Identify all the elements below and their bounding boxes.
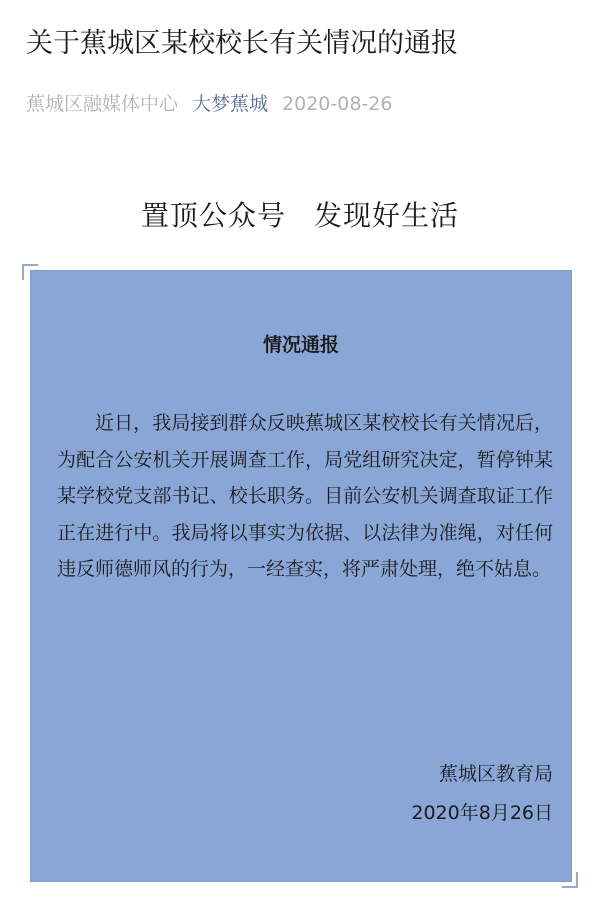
slogan-banner [0, 196, 600, 236]
publish-date: 2020-08-26 [282, 93, 393, 115]
article-source: 蕉城区融媒体中心 [26, 93, 179, 115]
article-title: 关于蕉城区某校校长有关情况的通报 [26, 28, 458, 59]
notice-card [30, 270, 572, 882]
notice-title: 情况通报 [262, 334, 339, 356]
notice-issuer: 蕉城区教育局 [438, 763, 553, 785]
account-name-link[interactable]: 大梦蕉城 [192, 93, 269, 115]
corner-decoration-bottom-right [562, 872, 578, 888]
slogan-left: 置顶公众号 [140, 199, 286, 232]
slogan-right: 发现好生活 [314, 199, 460, 232]
article-meta [26, 90, 392, 118]
notice-body: 近日，我局接到群众反映蕉城区某校校长有关情况后，为配合公安机关开展调查工作，局党组研究决定，暂停钟某某学校党支部书记、校长职务。目前公安机关调查取证工作正在进行中。我局将以事实为依据、以法律为准绳，对任何违反师德师风的行为，一经查实，将严肃处理，绝不姑息。 [57, 412, 553, 580]
notice-issue-date: 2020年8月26日 [411, 802, 553, 824]
